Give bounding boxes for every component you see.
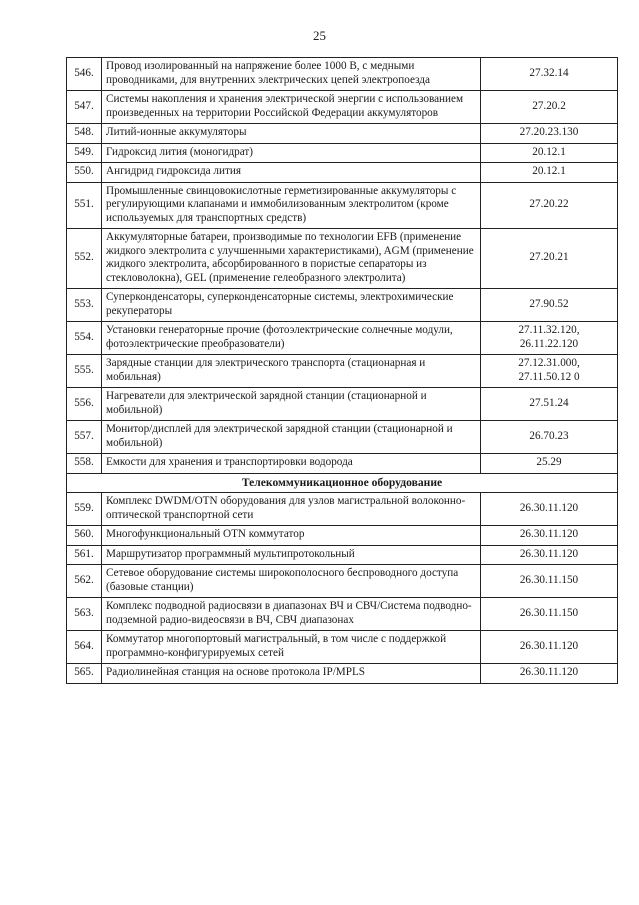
row-description: Литий-ионные аккумуляторы — [102, 124, 481, 144]
row-description: Коммутатор многопортовый магистральный, в том числе с поддержкой программно-конфигурируемых сетей — [102, 631, 481, 664]
table-row — [67, 229, 618, 289]
row-number: 563. — [67, 598, 102, 631]
row-number: 554. — [67, 322, 102, 355]
row-description: Многофункциональный OTN коммутатор — [102, 526, 481, 546]
row-number: 546. — [67, 58, 102, 91]
table-row — [67, 565, 618, 598]
row-okpd-code: 27.20.22 — [481, 182, 618, 229]
section-title: Телекоммуникационное оборудование — [67, 473, 618, 493]
table-row — [67, 163, 618, 183]
row-okpd-code: 25.29 — [481, 454, 618, 474]
row-number: 559. — [67, 493, 102, 526]
row-number: 560. — [67, 526, 102, 546]
row-description: Комплекс DWDM/OTN оборудования для узлов магистральной волоконно-оптической транспортной сети — [102, 493, 481, 526]
table-row — [67, 598, 618, 631]
table-row — [67, 421, 618, 454]
equipment-table — [66, 57, 618, 684]
table-row — [67, 545, 618, 565]
row-number: 558. — [67, 454, 102, 474]
table-body-telecom — [67, 493, 618, 684]
row-description: Зарядные станции для электрического транспорта (стационарная и мобильная) — [102, 355, 481, 388]
table-row — [67, 182, 618, 229]
row-description: Монитор/дисплей для электрической зарядной станции (стационарной и мобильной) — [102, 421, 481, 454]
row-okpd-code: 27.20.23.130 — [481, 124, 618, 144]
row-okpd-code: 20.12.1 — [481, 143, 618, 163]
row-description: Установки генераторные прочие (фотоэлектрические солнечные модули, фотоэлектрические преобразователи) — [102, 322, 481, 355]
row-description: Ангидрид гидроксида лития — [102, 163, 481, 183]
row-description: Сетевое оборудование системы широкополосного беспроводного доступа (базовые станции) — [102, 565, 481, 598]
row-description: Промышленные свинцовокислотные герметизированные аккумуляторы с регулирующими клапанами и иммобилизованным электролитом (кроме используемых для транспортных средств) — [102, 182, 481, 229]
table-row — [67, 143, 618, 163]
table-row — [67, 493, 618, 526]
row-number: 547. — [67, 91, 102, 124]
table-row — [67, 124, 618, 144]
row-description: Системы накопления и хранения электрической энергии с использованием произведенных на территории Российской Федерации аккумуляторов — [102, 91, 481, 124]
row-number: 550. — [67, 163, 102, 183]
table-row — [67, 664, 618, 684]
table-row — [67, 355, 618, 388]
row-description: Провод изолированный на напряжение более 1000 В, с медными проводниками, для внутренних электрических цепей электропоезда — [102, 58, 481, 91]
row-number: 555. — [67, 355, 102, 388]
page-number: 25 — [313, 28, 326, 43]
row-number: 564. — [67, 631, 102, 664]
section-row — [67, 473, 618, 493]
row-description: Суперконденсаторы, суперконденсаторные системы, электрохимические рекуператоры — [102, 289, 481, 322]
table-row — [67, 631, 618, 664]
row-okpd-code: 27.20.21 — [481, 229, 618, 289]
row-number: 561. — [67, 545, 102, 565]
row-number: 556. — [67, 388, 102, 421]
row-okpd-code: 27.12.31.000, 27.11.50.12 0 — [481, 355, 618, 388]
row-description: Нагреватели для электрической зарядной станции (стационарной и мобильной) — [102, 388, 481, 421]
table-section — [67, 473, 618, 493]
row-okpd-code: 26.70.23 — [481, 421, 618, 454]
row-okpd-code: 26.30.11.120 — [481, 493, 618, 526]
row-okpd-code: 27.32.14 — [481, 58, 618, 91]
row-okpd-code: 27.11.32.120, 26.11.22.120 — [481, 322, 618, 355]
row-number: 548. — [67, 124, 102, 144]
row-number: 552. — [67, 229, 102, 289]
row-okpd-code: 26.30.11.120 — [481, 545, 618, 565]
row-okpd-code: 26.30.11.120 — [481, 631, 618, 664]
row-description: Емкости для хранения и транспортировки водорода — [102, 454, 481, 474]
table-row — [67, 289, 618, 322]
table-row — [67, 388, 618, 421]
row-description: Комплекс подводной радиосвязи в диапазонах ВЧ и СВЧ/Система подводно-подземной радио-видеосвязи в ВЧ, СВЧ диапазонах — [102, 598, 481, 631]
table-row — [67, 526, 618, 546]
table-body-energy — [67, 58, 618, 474]
row-number: 553. — [67, 289, 102, 322]
row-okpd-code: 26.30.11.150 — [481, 598, 618, 631]
row-number: 557. — [67, 421, 102, 454]
row-number: 562. — [67, 565, 102, 598]
row-okpd-code: 27.51.24 — [481, 388, 618, 421]
row-number: 565. — [67, 664, 102, 684]
row-okpd-code: 27.20.2 — [481, 91, 618, 124]
table-row — [67, 58, 618, 91]
row-number: 549. — [67, 143, 102, 163]
row-description: Гидроксид лития (моногидрат) — [102, 143, 481, 163]
row-description: Радиолинейная станция на основе протокола IP/MPLS — [102, 664, 481, 684]
row-description: Маршрутизатор программный мультипротокольный — [102, 545, 481, 565]
row-okpd-code: 27.90.52 — [481, 289, 618, 322]
row-okpd-code: 26.30.11.120 — [481, 664, 618, 684]
row-okpd-code: 26.30.11.120 — [481, 526, 618, 546]
table-row — [67, 91, 618, 124]
row-number: 551. — [67, 182, 102, 229]
table-row — [67, 322, 618, 355]
row-okpd-code: 20.12.1 — [481, 163, 618, 183]
table-row — [67, 454, 618, 474]
row-okpd-code: 26.30.11.150 — [481, 565, 618, 598]
row-description: Аккумуляторные батареи, производимые по технологии EFB (применение жидкого электролита с улучшенными характеристиками), AGM (применение жидкого электролита, абсорбированного в пористые сепараторы из стекловолокна), GEL (применение гелеобразного электролита) — [102, 229, 481, 289]
